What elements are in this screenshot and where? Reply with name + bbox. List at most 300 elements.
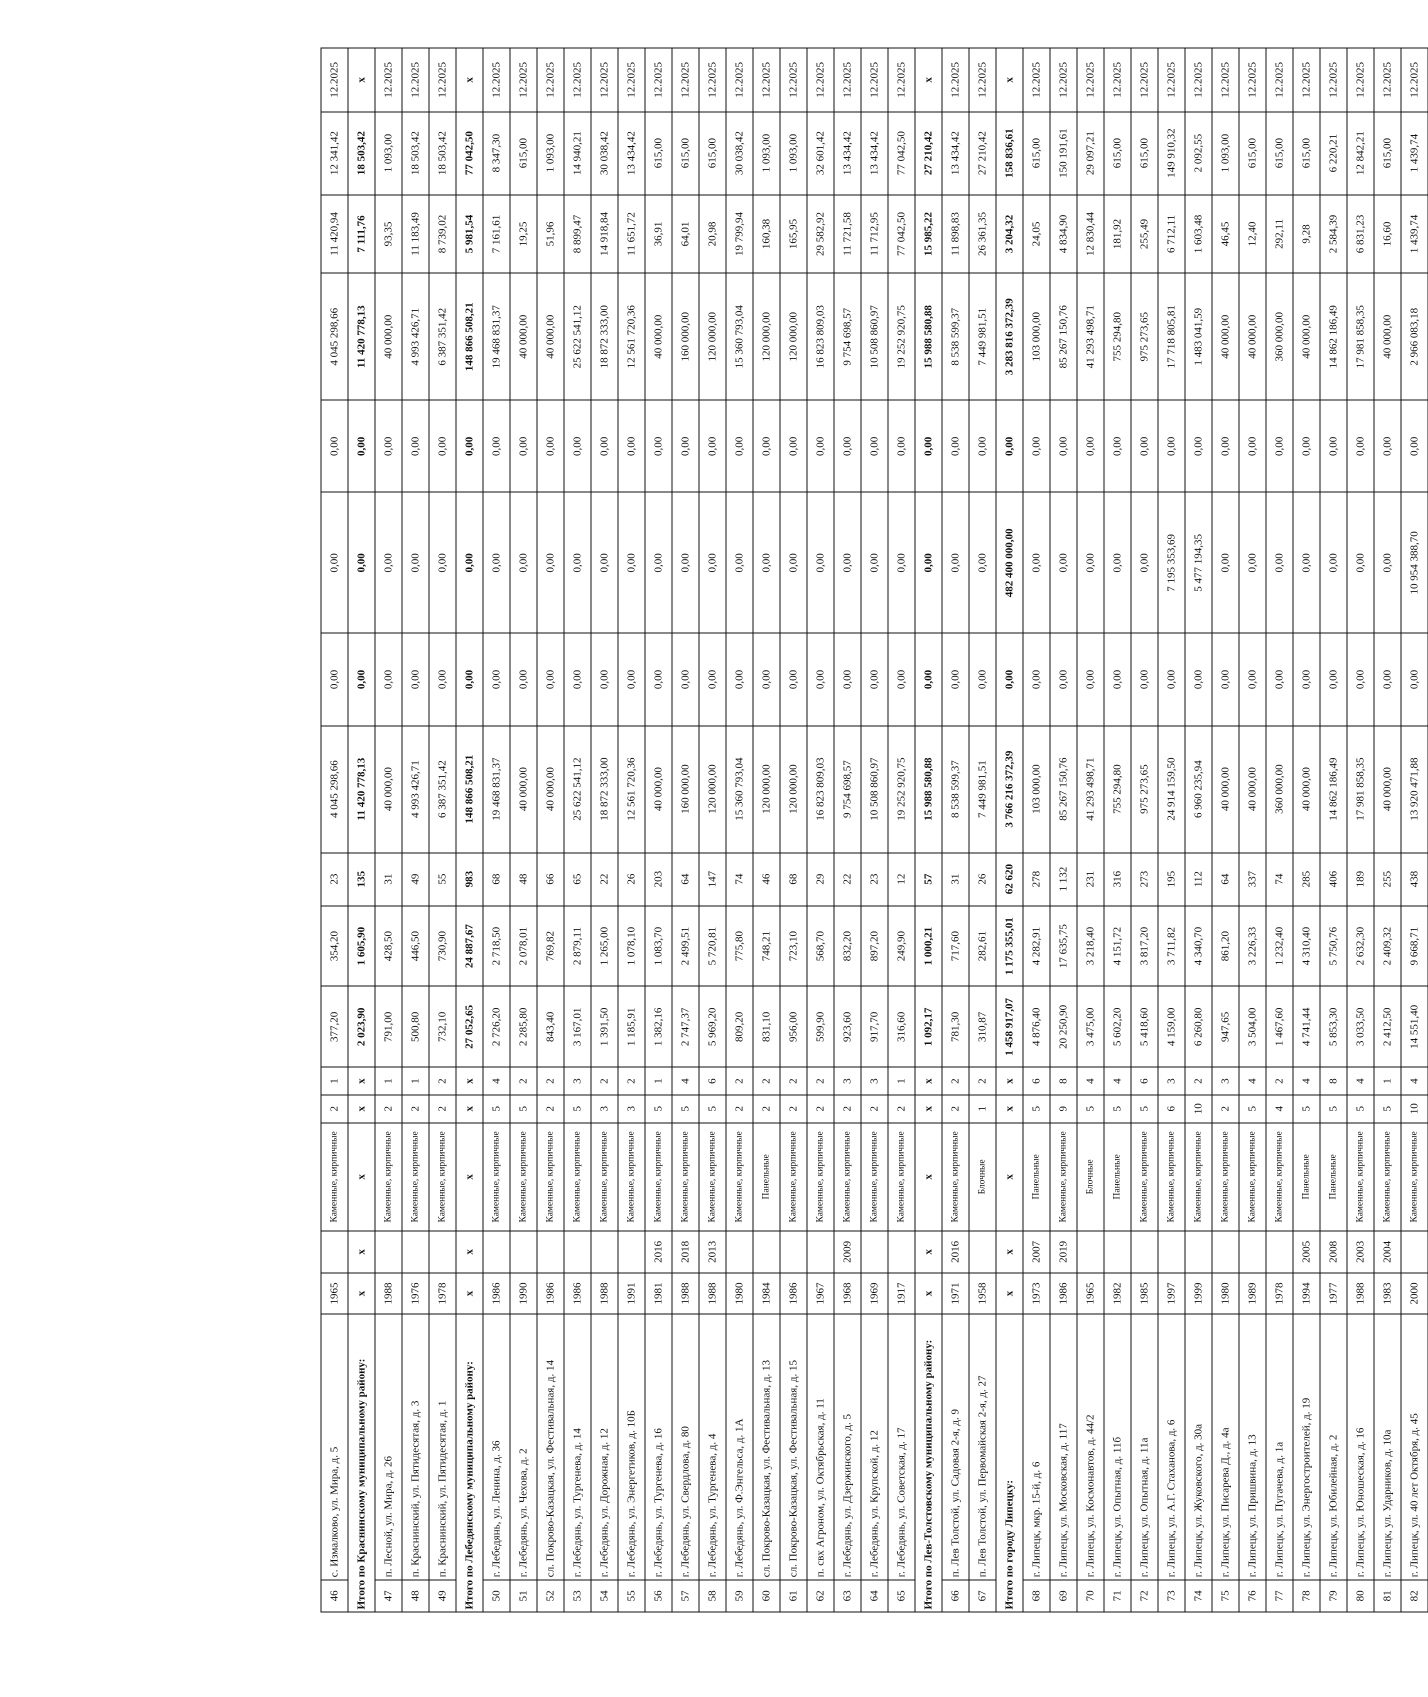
build-year: 1999 — [1185, 1273, 1212, 1315]
deadline: 12.2025 — [861, 48, 888, 112]
residents: 22 — [591, 853, 618, 906]
cost-fund: 0,00 — [672, 633, 699, 725]
floors: 10 — [1401, 1095, 1428, 1123]
entrances: 1 — [888, 1067, 915, 1095]
cost-budget: 0,00 — [375, 492, 402, 633]
build-year: 1986 — [1050, 1273, 1077, 1315]
cost-budget: 5 477 194,35 — [1185, 492, 1212, 633]
subtotal-cost-fund: 0,00 — [915, 633, 942, 725]
unit-cost: 292,11 — [1266, 195, 1293, 273]
max-unit-cost: 615,00 — [1374, 112, 1401, 195]
row-number: 61 — [780, 1580, 807, 1612]
total-cost: 4 045 298,66 — [321, 726, 348, 853]
total-cost: 18 872 333,00 — [591, 726, 618, 853]
subtotal-cost-budget: 0,00 — [456, 492, 483, 633]
max-unit-cost: 615,00 — [1104, 112, 1131, 195]
living-area: 748,21 — [753, 906, 780, 987]
max-unit-cost: 1 093,00 — [1212, 112, 1239, 195]
entrances: 2 — [537, 1067, 564, 1095]
cost-local: 0,00 — [375, 400, 402, 492]
subtotal-unit-cost: 5 981,54 — [456, 195, 483, 273]
repair-year: 2018 — [672, 1231, 699, 1273]
total-cost: 360 000,00 — [1266, 726, 1293, 853]
table-row — [483, 48, 510, 1612]
cost-fund: 0,00 — [1374, 633, 1401, 725]
total-area: 4 741,44 — [1293, 986, 1320, 1067]
max-unit-cost: 13 434,42 — [618, 112, 645, 195]
subtotal-cost-local: 0,00 — [915, 400, 942, 492]
cost-budget: 0,00 — [1239, 492, 1266, 633]
cost-local: 0,00 — [1077, 400, 1104, 492]
cost-local: 0,00 — [888, 400, 915, 492]
floors: 2 — [861, 1095, 888, 1123]
cost-budget: 0,00 — [1212, 492, 1239, 633]
build-year: 1981 — [645, 1273, 672, 1315]
cost-owners: 40 000,00 — [645, 273, 672, 400]
max-unit-cost: 30 038,42 — [591, 112, 618, 195]
total-area: 831,10 — [753, 986, 780, 1067]
address: г. Липецк, мкр. 15-й, д. 6 — [1023, 1314, 1050, 1579]
floors: 2 — [780, 1095, 807, 1123]
living-area: 428,50 — [375, 906, 402, 987]
table-row — [1185, 48, 1212, 1612]
deadline: 12.2025 — [591, 48, 618, 112]
total-area: 3 475,00 — [1077, 986, 1104, 1067]
wall-material: Блочные — [969, 1123, 996, 1231]
unit-cost: 12,40 — [1239, 195, 1266, 273]
residents: 22 — [834, 853, 861, 906]
address: г. Лебедянь, ул. Свердлова, д. 80 — [672, 1314, 699, 1579]
build-year: 1984 — [753, 1273, 780, 1315]
living-area: 2 632,30 — [1347, 906, 1374, 987]
wall-material: Каменные, кирпичные — [699, 1123, 726, 1231]
cost-local: 0,00 — [402, 400, 429, 492]
row-number: 65 — [888, 1580, 915, 1612]
wall-material: Каменные, кирпичные — [672, 1123, 699, 1231]
living-area: 3 817,20 — [1131, 906, 1158, 987]
wall-material: Каменные, кирпичные — [510, 1123, 537, 1231]
table-row — [321, 48, 348, 1612]
entrances: 2 — [780, 1067, 807, 1095]
living-area: 2 499,51 — [672, 906, 699, 987]
living-area: 717,60 — [942, 906, 969, 987]
deadline: 12.2025 — [429, 48, 456, 112]
max-unit-cost: 615,00 — [1293, 112, 1320, 195]
address: г. Лебедянь, ул. Советская, д. 17 — [888, 1314, 915, 1579]
build-year: 1976 — [402, 1273, 429, 1315]
entrances: 1 — [375, 1067, 402, 1095]
cost-local: 0,00 — [780, 400, 807, 492]
floors: 4 — [1266, 1095, 1293, 1123]
cost-owners: 19 468 831,37 — [483, 273, 510, 400]
table-row — [564, 48, 591, 1612]
total-cost: 40 000,00 — [645, 726, 672, 853]
cost-budget: 0,00 — [1266, 492, 1293, 633]
subtotal-wall-material: х — [996, 1123, 1023, 1231]
subtotal-deadline: х — [456, 48, 483, 112]
entrances: 6 — [699, 1067, 726, 1095]
cost-budget: 0,00 — [753, 492, 780, 633]
unit-cost: 26 361,35 — [969, 195, 996, 273]
total-cost: 10 508 860,97 — [861, 726, 888, 853]
deadline: 12.2025 — [1266, 48, 1293, 112]
entrances: 2 — [591, 1067, 618, 1095]
deadline: 12.2025 — [753, 48, 780, 112]
floors: 5 — [564, 1095, 591, 1123]
subtotal-cost-budget: 0,00 — [348, 492, 375, 633]
build-year: 1965 — [1077, 1273, 1104, 1315]
living-area: 5 720,81 — [699, 906, 726, 987]
cost-fund: 0,00 — [1023, 633, 1050, 725]
entrances: 3 — [861, 1067, 888, 1095]
unit-cost: 77 042,50 — [888, 195, 915, 273]
unit-cost: 7 161,61 — [483, 195, 510, 273]
max-unit-cost: 18 503,42 — [402, 112, 429, 195]
total-cost: 975 273,65 — [1131, 726, 1158, 853]
living-area: 1 078,10 — [618, 906, 645, 987]
total-area: 4 159,00 — [1158, 986, 1185, 1067]
cost-local: 0,00 — [1212, 400, 1239, 492]
living-area: 1 265,00 — [591, 906, 618, 987]
subtotal-build-year: х — [915, 1273, 942, 1315]
address: п. Лев Толстой, ул. Садовая 2-я, д. 9 — [942, 1314, 969, 1579]
table-row — [699, 48, 726, 1612]
total-area: 956,00 — [780, 986, 807, 1067]
build-year: 1980 — [1212, 1273, 1239, 1315]
total-area: 732,10 — [429, 986, 456, 1067]
rotated-document-page — [320, 48, 1420, 1613]
wall-material: Каменные, кирпичные — [1131, 1123, 1158, 1231]
unit-cost: 12 830,44 — [1077, 195, 1104, 273]
wall-material: Панельные — [753, 1123, 780, 1231]
subtotal-living-area: 1 000,21 — [915, 906, 942, 987]
cost-budget: 0,00 — [888, 492, 915, 633]
unit-cost: 11 651,72 — [618, 195, 645, 273]
cost-local: 0,00 — [1185, 400, 1212, 492]
unit-cost: 64,01 — [672, 195, 699, 273]
cost-owners: 15 360 793,04 — [726, 273, 753, 400]
repair-year — [1239, 1231, 1266, 1273]
residents: 46 — [753, 853, 780, 906]
row-number: 55 — [618, 1580, 645, 1612]
unit-cost: 24,05 — [1023, 195, 1050, 273]
subtotal-cost-fund: 0,00 — [348, 633, 375, 725]
cost-local: 0,00 — [942, 400, 969, 492]
floors: 3 — [591, 1095, 618, 1123]
table-row — [807, 48, 834, 1612]
residents: 438 — [1401, 853, 1428, 906]
residents: 66 — [537, 853, 564, 906]
entrances: 3 — [1158, 1067, 1185, 1095]
cost-fund: 0,00 — [1158, 633, 1185, 725]
row-number: 49 — [429, 1580, 456, 1612]
subtotal-residents: 983 — [456, 853, 483, 906]
cost-local: 0,00 — [969, 400, 996, 492]
table-row — [1050, 48, 1077, 1612]
cost-owners: 7 449 981,51 — [969, 273, 996, 400]
cost-fund: 0,00 — [1050, 633, 1077, 725]
cost-fund: 0,00 — [699, 633, 726, 725]
table-row — [1104, 48, 1131, 1612]
subtotal-row — [915, 48, 942, 1612]
residents: 1 132 — [1050, 853, 1077, 906]
entrances: 2 — [726, 1067, 753, 1095]
wall-material: Каменные, кирпичные — [861, 1123, 888, 1231]
total-area: 2 412,50 — [1374, 986, 1401, 1067]
cost-budget: 0,00 — [564, 492, 591, 633]
wall-material: Каменные, кирпичные — [942, 1123, 969, 1231]
max-unit-cost: 150 191,61 — [1050, 112, 1077, 195]
subtotal-row — [456, 48, 483, 1612]
total-cost: 9 754 698,57 — [834, 726, 861, 853]
address: сл. Покрово-Казацкая, ул. Фестивальная, д. 13 — [753, 1314, 780, 1579]
cost-owners: 25 622 541,12 — [564, 273, 591, 400]
total-cost: 25 622 541,12 — [564, 726, 591, 853]
total-area: 599,90 — [807, 986, 834, 1067]
entrances: 2 — [429, 1067, 456, 1095]
cost-budget: 7 195 353,69 — [1158, 492, 1185, 633]
build-year: 1983 — [1374, 1273, 1401, 1315]
total-cost: 24 914 159,50 — [1158, 726, 1185, 853]
total-area: 14 551,40 — [1401, 986, 1428, 1067]
wall-material: Каменные, кирпичные — [834, 1123, 861, 1231]
floors: 5 — [1239, 1095, 1266, 1123]
row-number: 82 — [1401, 1580, 1428, 1612]
table-row — [618, 48, 645, 1612]
build-year: 1988 — [591, 1273, 618, 1315]
repair-year — [429, 1231, 456, 1273]
unit-cost: 6 831,23 — [1347, 195, 1374, 273]
residents: 64 — [672, 853, 699, 906]
subtotal-cost-owners: 15 988 580,88 — [915, 273, 942, 400]
unit-cost: 51,96 — [537, 195, 564, 273]
cost-fund: 0,00 — [1131, 633, 1158, 725]
total-cost: 103 000,00 — [1023, 726, 1050, 853]
cost-fund: 0,00 — [807, 633, 834, 725]
table-row — [672, 48, 699, 1612]
cost-local: 0,00 — [1023, 400, 1050, 492]
cost-fund: 0,00 — [861, 633, 888, 725]
row-number: 64 — [861, 1580, 888, 1612]
cost-fund: 0,00 — [1266, 633, 1293, 725]
cost-budget: 0,00 — [1050, 492, 1077, 633]
table-row — [1374, 48, 1401, 1612]
residents: 273 — [1131, 853, 1158, 906]
unit-cost: 6 712,11 — [1158, 195, 1185, 273]
floors: 5 — [1293, 1095, 1320, 1123]
total-area: 843,40 — [537, 986, 564, 1067]
wall-material: Каменные, кирпичные — [1401, 1123, 1428, 1231]
living-area: 4 310,40 — [1293, 906, 1320, 987]
repair-year — [321, 1231, 348, 1273]
cost-local: 0,00 — [537, 400, 564, 492]
cost-budget: 0,00 — [1077, 492, 1104, 633]
total-cost: 14 862 186,49 — [1320, 726, 1347, 853]
cost-owners: 40 000,00 — [537, 273, 564, 400]
wall-material: Панельные — [1293, 1123, 1320, 1231]
address: г. Липецк, ул. 40 лет Октября, д. 45 — [1401, 1314, 1428, 1579]
repair-year — [861, 1231, 888, 1273]
address: сл. Покрово-Казацкая, ул. Фестивальная, д. 15 — [780, 1314, 807, 1579]
floors: 2 — [942, 1095, 969, 1123]
cost-budget: 0,00 — [834, 492, 861, 633]
cost-owners: 120 000,00 — [699, 273, 726, 400]
unit-cost: 29 582,92 — [807, 195, 834, 273]
total-area: 947,65 — [1212, 986, 1239, 1067]
subtotal-residents: 57 — [915, 853, 942, 906]
build-year: 1978 — [1266, 1273, 1293, 1315]
subtotal-build-year: х — [996, 1273, 1023, 1315]
unit-cost: 19 799,94 — [726, 195, 753, 273]
residents: 31 — [942, 853, 969, 906]
build-year: 1978 — [429, 1273, 456, 1315]
cost-owners: 40 000,00 — [1239, 273, 1266, 400]
total-cost: 85 267 150,76 — [1050, 726, 1077, 853]
max-unit-cost: 615,00 — [510, 112, 537, 195]
cost-budget: 0,00 — [645, 492, 672, 633]
subtotal-cost-owners: 148 866 508,21 — [456, 273, 483, 400]
houses-repair-table — [320, 48, 1428, 1613]
subtotal-deadline: х — [915, 48, 942, 112]
table-row — [1293, 48, 1320, 1612]
deadline: 12.2025 — [1104, 48, 1131, 112]
address: г. Липецк, ул. Опытная, д. 11б — [1104, 1314, 1131, 1579]
row-number: 74 — [1185, 1580, 1212, 1612]
entrances: 1 — [321, 1067, 348, 1095]
entrances: 4 — [1347, 1067, 1374, 1095]
floors: 5 — [699, 1095, 726, 1123]
row-number: 56 — [645, 1580, 672, 1612]
table-row — [1023, 48, 1050, 1612]
unit-cost: 255,49 — [1131, 195, 1158, 273]
wall-material: Каменные, кирпичные — [1158, 1123, 1185, 1231]
cost-fund: 0,00 — [1347, 633, 1374, 725]
deadline: 12.2025 — [942, 48, 969, 112]
cost-owners: 19 252 920,75 — [888, 273, 915, 400]
address: п. Краснинский, ул. Пятидесятая, д. 3 — [402, 1314, 429, 1579]
residents: 189 — [1347, 853, 1374, 906]
table-row — [888, 48, 915, 1612]
repair-year — [807, 1231, 834, 1273]
cost-fund: 0,00 — [1212, 633, 1239, 725]
total-area: 923,60 — [834, 986, 861, 1067]
wall-material: Панельные — [1023, 1123, 1050, 1231]
cost-local: 0,00 — [672, 400, 699, 492]
cost-fund: 0,00 — [510, 633, 537, 725]
cost-budget: 0,00 — [1023, 492, 1050, 633]
deadline: 12.2025 — [1050, 48, 1077, 112]
floors: 6 — [1158, 1095, 1185, 1123]
wall-material: Панельные — [1320, 1123, 1347, 1231]
max-unit-cost: 12 842,21 — [1347, 112, 1374, 195]
max-unit-cost: 1 093,00 — [780, 112, 807, 195]
living-area: 775,80 — [726, 906, 753, 987]
total-cost: 8 538 599,37 — [942, 726, 969, 853]
cost-fund: 0,00 — [1185, 633, 1212, 725]
row-number: 54 — [591, 1580, 618, 1612]
total-area: 917,70 — [861, 986, 888, 1067]
table-row — [1131, 48, 1158, 1612]
subtotal-floors: х — [996, 1095, 1023, 1123]
subtotal-repair-year: х — [915, 1231, 942, 1273]
subtotal-total-cost: 11 420 778,13 — [348, 726, 375, 853]
living-area: 446,50 — [402, 906, 429, 987]
build-year: 1982 — [1104, 1273, 1131, 1315]
floors: 5 — [483, 1095, 510, 1123]
wall-material: Каменные, кирпичные — [483, 1123, 510, 1231]
address: г. Липецк, ул. Опытная, д. 11а — [1131, 1314, 1158, 1579]
repair-year: 2005 — [1293, 1231, 1320, 1273]
entrances: 3 — [1212, 1067, 1239, 1095]
residents: 26 — [618, 853, 645, 906]
total-cost: 6 387 351,42 — [429, 726, 456, 853]
address: г. Липецк, ул. Московская, д. 117 — [1050, 1314, 1077, 1579]
deadline: 12.2025 — [1239, 48, 1266, 112]
subtotal-living-area: 1 605,90 — [348, 906, 375, 987]
floors: 9 — [1050, 1095, 1077, 1123]
cost-budget: 0,00 — [1293, 492, 1320, 633]
total-cost: 40 000,00 — [1293, 726, 1320, 853]
address: п. свх Агроном, ул. Октябрьская, д. 11 — [807, 1314, 834, 1579]
row-number: 73 — [1158, 1580, 1185, 1612]
cost-local: 0,00 — [645, 400, 672, 492]
subtotal-total-area: 27 052,65 — [456, 986, 483, 1067]
entrances: 4 — [1401, 1067, 1428, 1095]
row-number: 77 — [1266, 1580, 1293, 1612]
entrances: 4 — [1104, 1067, 1131, 1095]
cost-budget: 0,00 — [429, 492, 456, 633]
total-area: 1 391,50 — [591, 986, 618, 1067]
cost-budget: 0,00 — [618, 492, 645, 633]
address: г. Лебедянь, ул. Тургенева, д. 16 — [645, 1314, 672, 1579]
deadline: 12.2025 — [780, 48, 807, 112]
total-cost: 12 561 720,36 — [618, 726, 645, 853]
address: г. Липецк, ул. Космонавтов, д. 44/2 — [1077, 1314, 1104, 1579]
repair-year — [1077, 1231, 1104, 1273]
unit-cost: 9,28 — [1293, 195, 1320, 273]
residents: 31 — [375, 853, 402, 906]
wall-material: Каменные, кирпичные — [402, 1123, 429, 1231]
table-body — [321, 48, 1428, 1612]
total-cost: 40 000,00 — [1239, 726, 1266, 853]
subtotal-total-area: 2 023,90 — [348, 986, 375, 1067]
unit-cost: 36,91 — [645, 195, 672, 273]
address: с. Измалково, ул. Мира, д. 5 — [321, 1314, 348, 1579]
cost-local: 0,00 — [834, 400, 861, 492]
unit-cost: 181,92 — [1104, 195, 1131, 273]
subtotal-total-cost: 15 988 580,88 — [915, 726, 942, 853]
cost-local: 0,00 — [429, 400, 456, 492]
subtotal-total-area: 1 092,17 — [915, 986, 942, 1067]
max-unit-cost: 32 601,42 — [807, 112, 834, 195]
max-unit-cost: 615,00 — [645, 112, 672, 195]
cost-budget: 0,00 — [672, 492, 699, 633]
entrances: 1 — [645, 1067, 672, 1095]
max-unit-cost: 1 093,00 — [375, 112, 402, 195]
build-year: 1988 — [375, 1273, 402, 1315]
cost-fund: 0,00 — [1077, 633, 1104, 725]
address: г. Липецк, ул. Писарева Д., д. 4а — [1212, 1314, 1239, 1579]
deadline: 12.2025 — [375, 48, 402, 112]
repair-year: 2003 — [1347, 1231, 1374, 1273]
residents: 231 — [1077, 853, 1104, 906]
living-area: 4 282,91 — [1023, 906, 1050, 987]
living-area: 2 718,50 — [483, 906, 510, 987]
total-area: 781,30 — [942, 986, 969, 1067]
table-row — [375, 48, 402, 1612]
cost-fund: 0,00 — [888, 633, 915, 725]
floors: 2 — [726, 1095, 753, 1123]
